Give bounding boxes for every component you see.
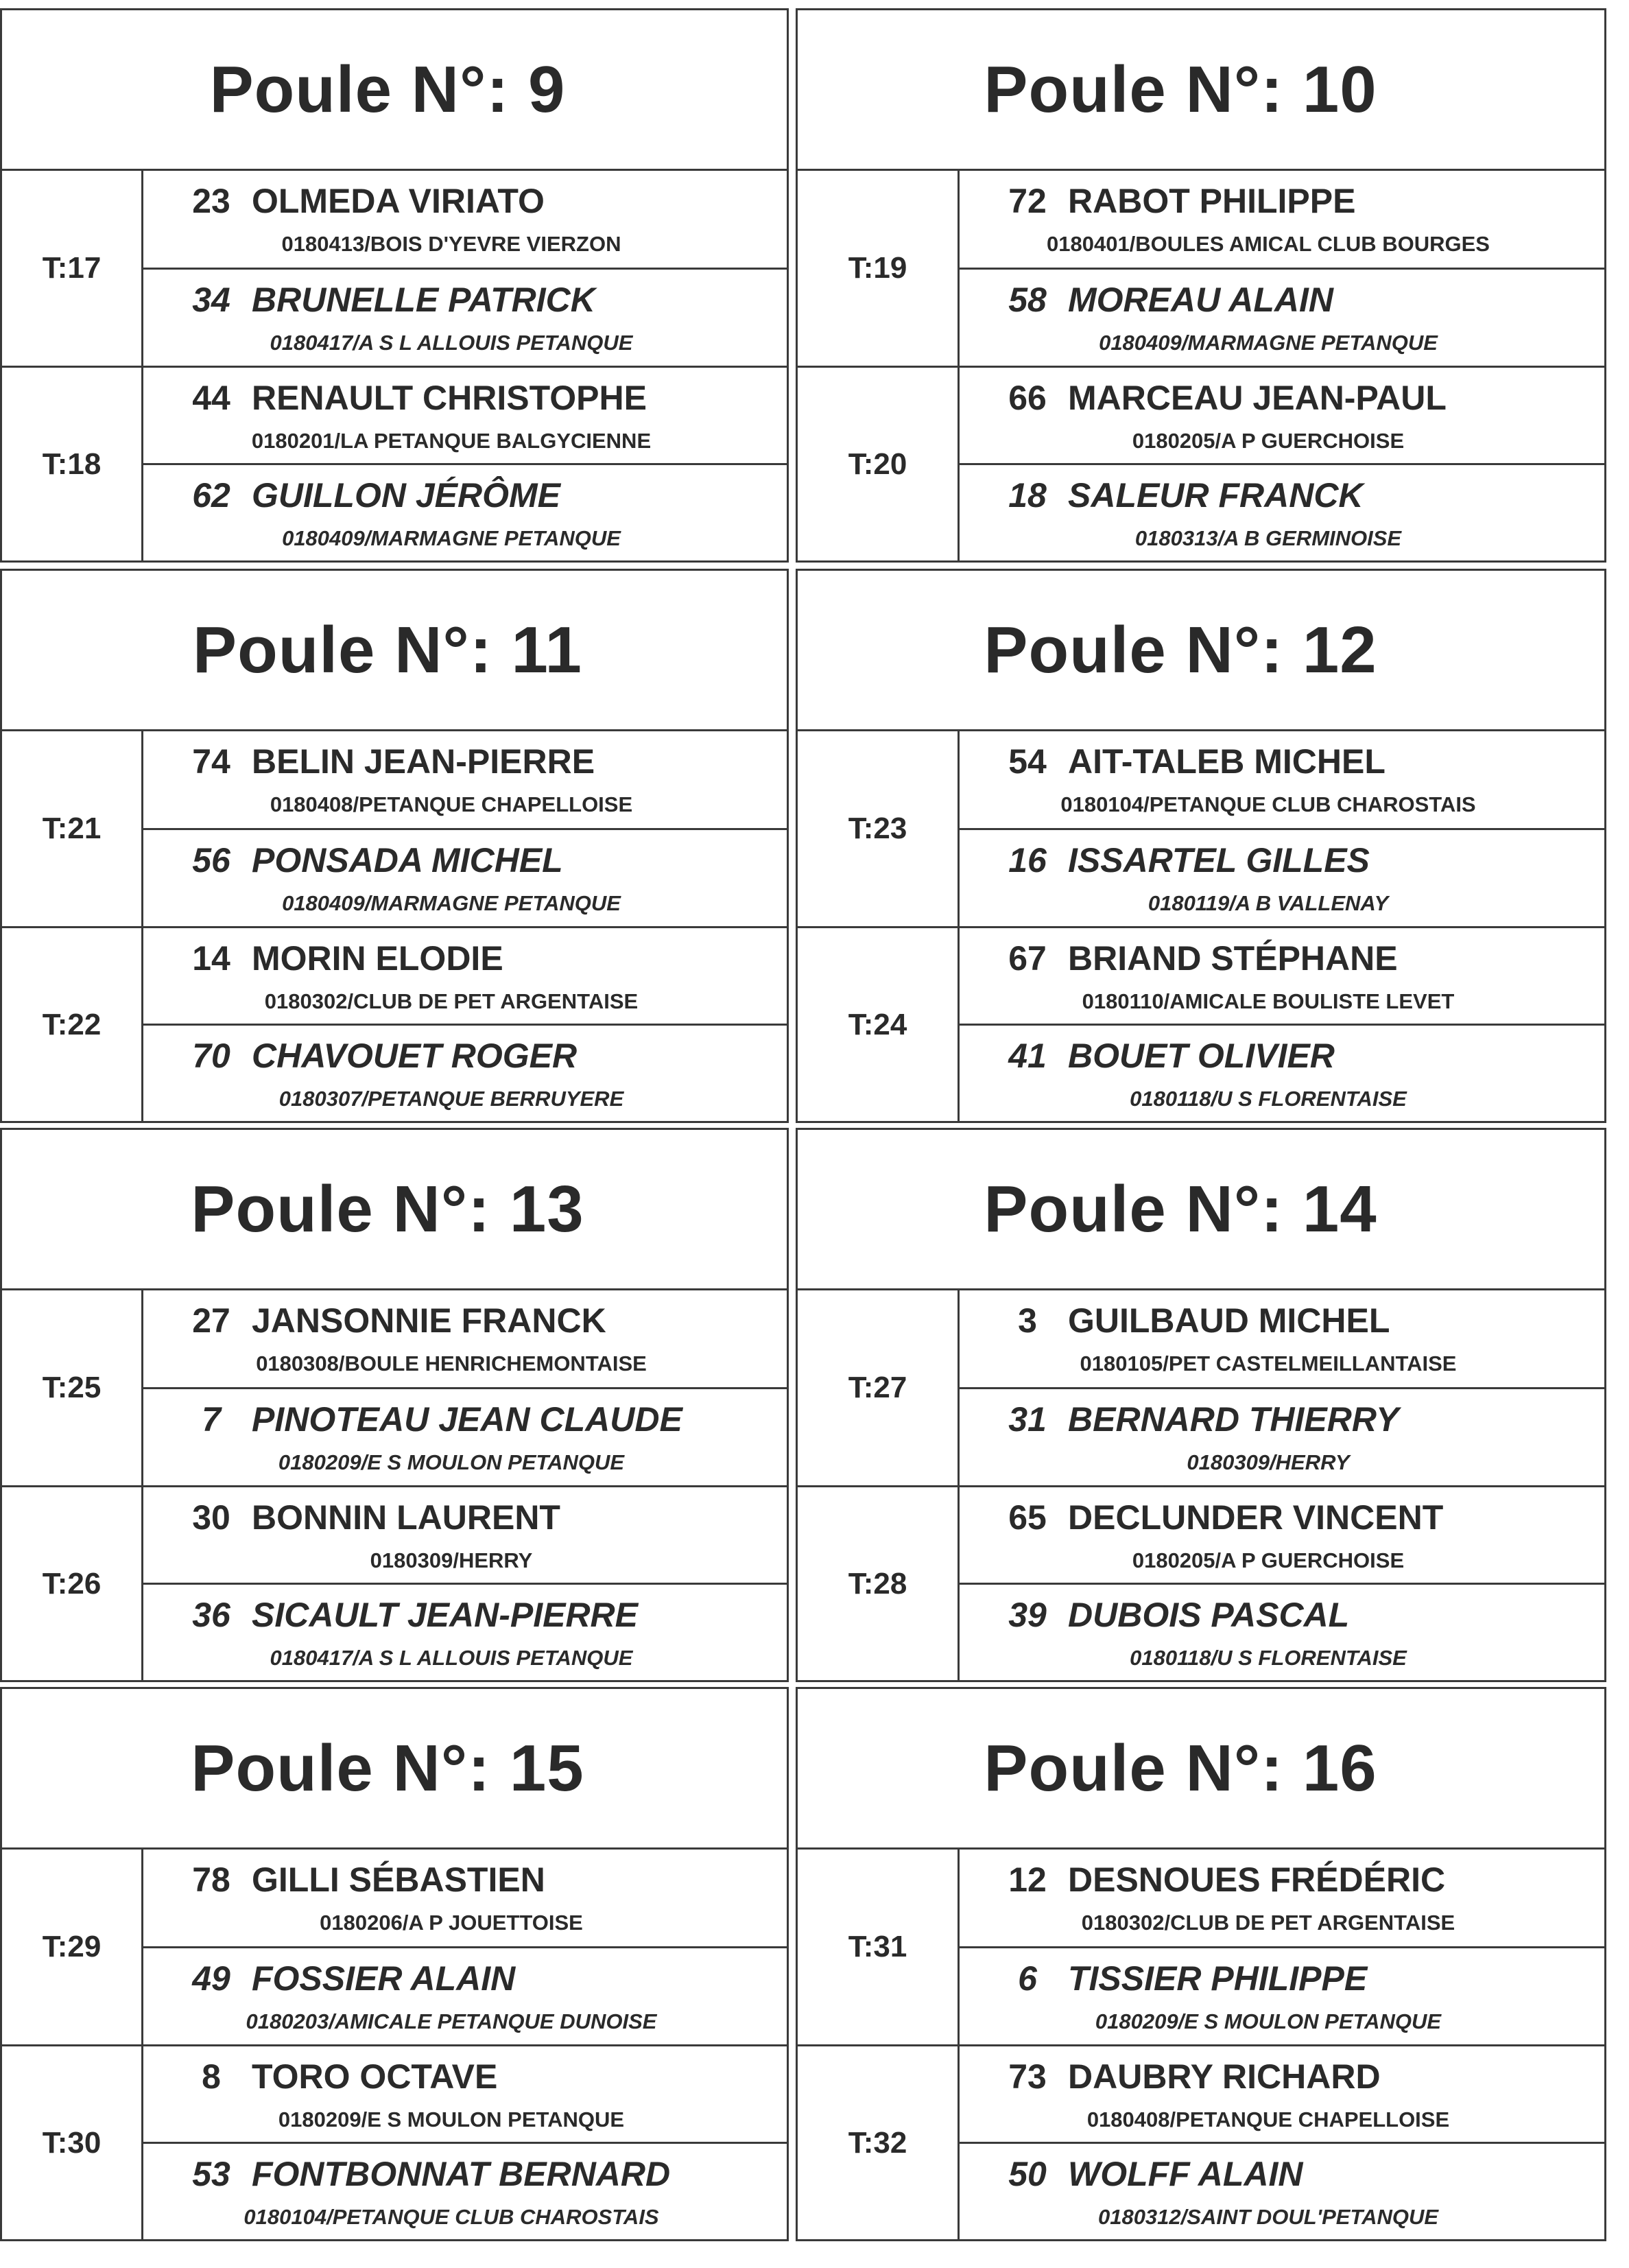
team-row [798,926,1604,1121]
player-number: 65 [1008,1498,1047,1537]
player-entry [960,171,1604,268]
player-name: FONTBONNAT BERNARD [252,2154,671,2193]
team-row [798,2044,1604,2239]
poule-title: Poule N°: 9 [2,10,787,171]
table-label: T:17 [2,171,143,366]
poule-10 [796,8,1606,563]
player-club: 0180205/A P GUERCHOISE [1132,1548,1405,1572]
player-name: PINOTEAU JEAN CLAUDE [252,1399,682,1439]
table-label: T:32 [798,2046,960,2239]
players [960,731,1604,926]
player-entry [960,1583,1604,1680]
player-club: 0180110/AMICALE BOULISTE LEVET [1082,989,1455,1013]
poule-title: Poule N°: 12 [798,571,1604,731]
player-number: 7 [202,1399,221,1439]
poule-title: Poule N°: 15 [2,1689,787,1850]
table-label: T:26 [2,1487,143,1680]
player-club: 0180104/PETANQUE CLUB CHAROSTAIS [1060,792,1476,817]
players [143,1290,787,1485]
player-entry [960,1850,1604,1946]
player-entry [143,928,787,1024]
player-entry [143,828,787,927]
player-entry [143,2046,787,2142]
player-entry [143,731,787,828]
player-entry [960,1487,1604,1583]
player-entry [143,1290,787,1387]
player-entry [960,1387,1604,1486]
poule-15 [0,1687,789,2241]
team-row [798,1290,1604,1485]
players [143,368,787,560]
player-name: CHAVOUET ROGER [252,1036,578,1075]
team-row [2,366,787,560]
player-name: TISSIER PHILIPPE [1068,1959,1368,1998]
poule-title: Poule N°: 13 [2,1130,787,1290]
player-number: 50 [1008,2154,1047,2193]
player-club: 0180209/E S MOULON PETANQUE [278,2107,625,2131]
player-number: 8 [202,2057,221,2096]
table-label: T:25 [2,1290,143,1485]
player-number: 6 [1018,1959,1037,1998]
player-name: DECLUNDER VINCENT [1068,1498,1444,1537]
player-name: BELIN JEAN-PIERRE [252,742,595,781]
player-name: GUILLON JÉRÔME [252,475,561,515]
player-number: 23 [192,182,230,221]
player-name: BONNIN LAURENT [252,1498,560,1537]
table-label: T:22 [2,928,143,1121]
player-entry [143,2142,787,2239]
player-name: BRUNELLE PATRICK [252,280,595,319]
team-row [798,366,1604,560]
team-row [798,1485,1604,1680]
player-name: MOREAU ALAIN [1068,280,1334,319]
player-entry [960,2046,1604,2142]
player-number: 39 [1008,1595,1047,1634]
player-number: 34 [192,280,230,319]
player-number: 67 [1008,938,1047,978]
player-name: JANSONNIE FRANCK [252,1301,606,1340]
player-name: SALEUR FRANCK [1068,475,1364,515]
player-entry [960,1024,1604,1121]
player-club: 0180302/CLUB DE PET ARGENTAISE [264,989,639,1013]
player-number: 58 [1008,280,1047,319]
player-club: 0180201/LA PETANQUE BALGYCIENNE [251,428,652,453]
player-name: DUBOIS PASCAL [1068,1595,1350,1634]
player-club: 0180118/U S FLORENTAISE [1130,1086,1407,1111]
poule-12 [796,569,1606,1123]
team-row [2,926,787,1121]
player-number: 27 [192,1301,230,1340]
players [143,2046,787,2239]
player-name: DESNOUES FRÉDÉRIC [1068,1861,1446,1900]
player-number: 14 [192,938,230,978]
poule-title: Poule N°: 16 [798,1689,1604,1850]
player-club: 0180409/MARMAGNE PETANQUE [282,890,621,915]
player-entry [960,1290,1604,1387]
player-number: 3 [1018,1301,1037,1340]
players [960,368,1604,560]
player-number: 78 [192,1861,230,1900]
player-name: BRIAND STÉPHANE [1068,938,1398,978]
player-entry [960,731,1604,828]
player-number: 36 [192,1595,230,1634]
poule-9 [0,8,789,563]
player-name: BOUET OLIVIER [1068,1036,1335,1075]
table-label: T:31 [798,1850,960,2044]
player-number: 44 [192,378,230,417]
player-club: 0180209/E S MOULON PETANQUE [1095,2009,1442,2033]
table-label: T:23 [798,731,960,926]
players [143,1487,787,1680]
table-label: T:18 [2,368,143,560]
poule-title: Poule N°: 10 [798,10,1604,171]
player-name: MORIN ELODIE [252,938,503,978]
player-name: RABOT PHILIPPE [1068,182,1356,221]
players [143,928,787,1121]
players [960,928,1604,1121]
player-entry [960,268,1604,366]
player-entry [143,1387,787,1486]
player-name: BERNARD THIERRY [1068,1399,1399,1439]
player-name: DAUBRY RICHARD [1068,2057,1381,2096]
player-club: 0180118/U S FLORENTAISE [1130,1645,1407,1670]
table-label: T:28 [798,1487,960,1680]
player-number: 49 [192,1959,230,1998]
table-label: T:20 [798,368,960,560]
player-number: 53 [192,2154,230,2193]
player-number: 18 [1008,475,1047,515]
players [960,2046,1604,2239]
player-name: PONSADA MICHEL [252,840,563,879]
player-number: 73 [1008,2057,1047,2096]
poule-16 [796,1687,1606,2241]
player-number: 31 [1008,1399,1047,1439]
team-row [2,1290,787,1485]
player-club: 0180312/SAINT DOUL'PETANQUE [1097,2204,1439,2229]
player-club: 0180206/A P JOUETTOISE [320,1911,583,1935]
player-name: SICAULT JEAN-PIERRE [252,1595,639,1634]
player-entry [960,1946,1604,2045]
player-club: 0180307/PETANQUE BERRUYERE [278,1086,624,1111]
player-number: 72 [1008,182,1047,221]
player-club: 0180417/A S L ALLOUIS PETANQUE [270,1645,633,1670]
player-club: 0180401/BOULES AMICAL CLUB BOURGES [1047,232,1490,257]
team-row [798,731,1604,926]
player-club: 0180409/MARMAGNE PETANQUE [1099,330,1438,355]
player-number: 70 [192,1036,230,1075]
player-club: 0180413/BOIS D'YEVRE VIERZON [281,232,621,257]
table-label: T:29 [2,1850,143,2044]
table-label: T:24 [798,928,960,1121]
player-name: GUILBAUD MICHEL [1068,1301,1390,1340]
player-name: WOLFF ALAIN [1068,2154,1303,2193]
player-number: 66 [1008,378,1047,417]
player-club: 0180409/MARMAGNE PETANQUE [282,525,621,550]
player-entry [143,1024,787,1121]
player-name: FOSSIER ALAIN [252,1959,516,1998]
player-club: 0180313/A B GERMINOISE [1134,525,1402,550]
players [143,731,787,926]
table-label: T:27 [798,1290,960,1485]
poule-13 [0,1128,789,1682]
player-entry [143,1946,787,2045]
player-entry [960,828,1604,927]
player-name: MARCEAU JEAN-PAUL [1068,378,1447,417]
table-label: T:19 [798,171,960,366]
player-club: 0180302/CLUB DE PET ARGENTAISE [1081,1911,1455,1935]
player-club: 0180408/PETANQUE CHAPELLOISE [270,792,633,817]
player-club: 0180408/PETANQUE CHAPELLOISE [1086,2107,1450,2131]
player-club: 0180308/BOULE HENRICHEMONTAISE [256,1351,647,1376]
player-club: 0180203/AMICALE PETANQUE DUNOISE [246,2009,657,2033]
player-number: 30 [192,1498,230,1537]
player-entry [143,1850,787,1946]
team-row [2,731,787,926]
player-name: TORO OCTAVE [252,2057,498,2096]
poule-title: Poule N°: 11 [2,571,787,731]
players [143,171,787,366]
player-name: AIT-TALEB MICHEL [1068,742,1386,781]
team-row [2,1485,787,1680]
player-number: 62 [192,475,230,515]
player-entry [143,463,787,560]
team-row [2,2044,787,2239]
player-club: 0180104/PETANQUE CLUB CHAROSTAIS [243,2204,659,2229]
players [960,1850,1604,2044]
player-entry [143,1487,787,1583]
player-name: ISSARTEL GILLES [1068,840,1370,879]
player-name: OLMEDA VIRIATO [252,182,545,221]
player-number: 12 [1008,1861,1047,1900]
team-row [2,171,787,366]
player-number: 56 [192,840,230,879]
table-label: T:30 [2,2046,143,2239]
player-entry [960,368,1604,463]
player-number: 74 [192,742,230,781]
player-entry [143,171,787,268]
player-club: 0180417/A S L ALLOUIS PETANQUE [270,330,633,355]
player-number: 41 [1008,1036,1047,1075]
player-name: GILLI SÉBASTIEN [252,1861,545,1900]
player-number: 54 [1008,742,1047,781]
player-entry [143,1583,787,1680]
player-name: RENAULT CHRISTOPHE [252,378,647,417]
players [960,1487,1604,1680]
player-club: 0180119/A B VALLENAY [1148,890,1389,915]
players [960,1290,1604,1485]
players [143,1850,787,2044]
player-entry [143,268,787,366]
player-club: 0180105/PET CASTELMEILLANTAISE [1080,1351,1457,1376]
player-entry [960,2142,1604,2239]
team-row [798,1850,1604,2044]
player-club: 0180309/HERRY [1187,1450,1350,1474]
players [960,171,1604,366]
poule-title: Poule N°: 14 [798,1130,1604,1290]
player-club: 0180205/A P GUERCHOISE [1132,428,1405,453]
table-label: T:21 [2,731,143,926]
player-club: 0180309/HERRY [370,1548,533,1572]
poule-11 [0,569,789,1123]
team-row [798,171,1604,366]
player-entry [960,463,1604,560]
poule-14 [796,1128,1606,1682]
player-entry [960,928,1604,1024]
player-number: 16 [1008,840,1047,879]
team-row [2,1850,787,2044]
player-entry [143,368,787,463]
player-club: 0180209/E S MOULON PETANQUE [278,1450,625,1474]
